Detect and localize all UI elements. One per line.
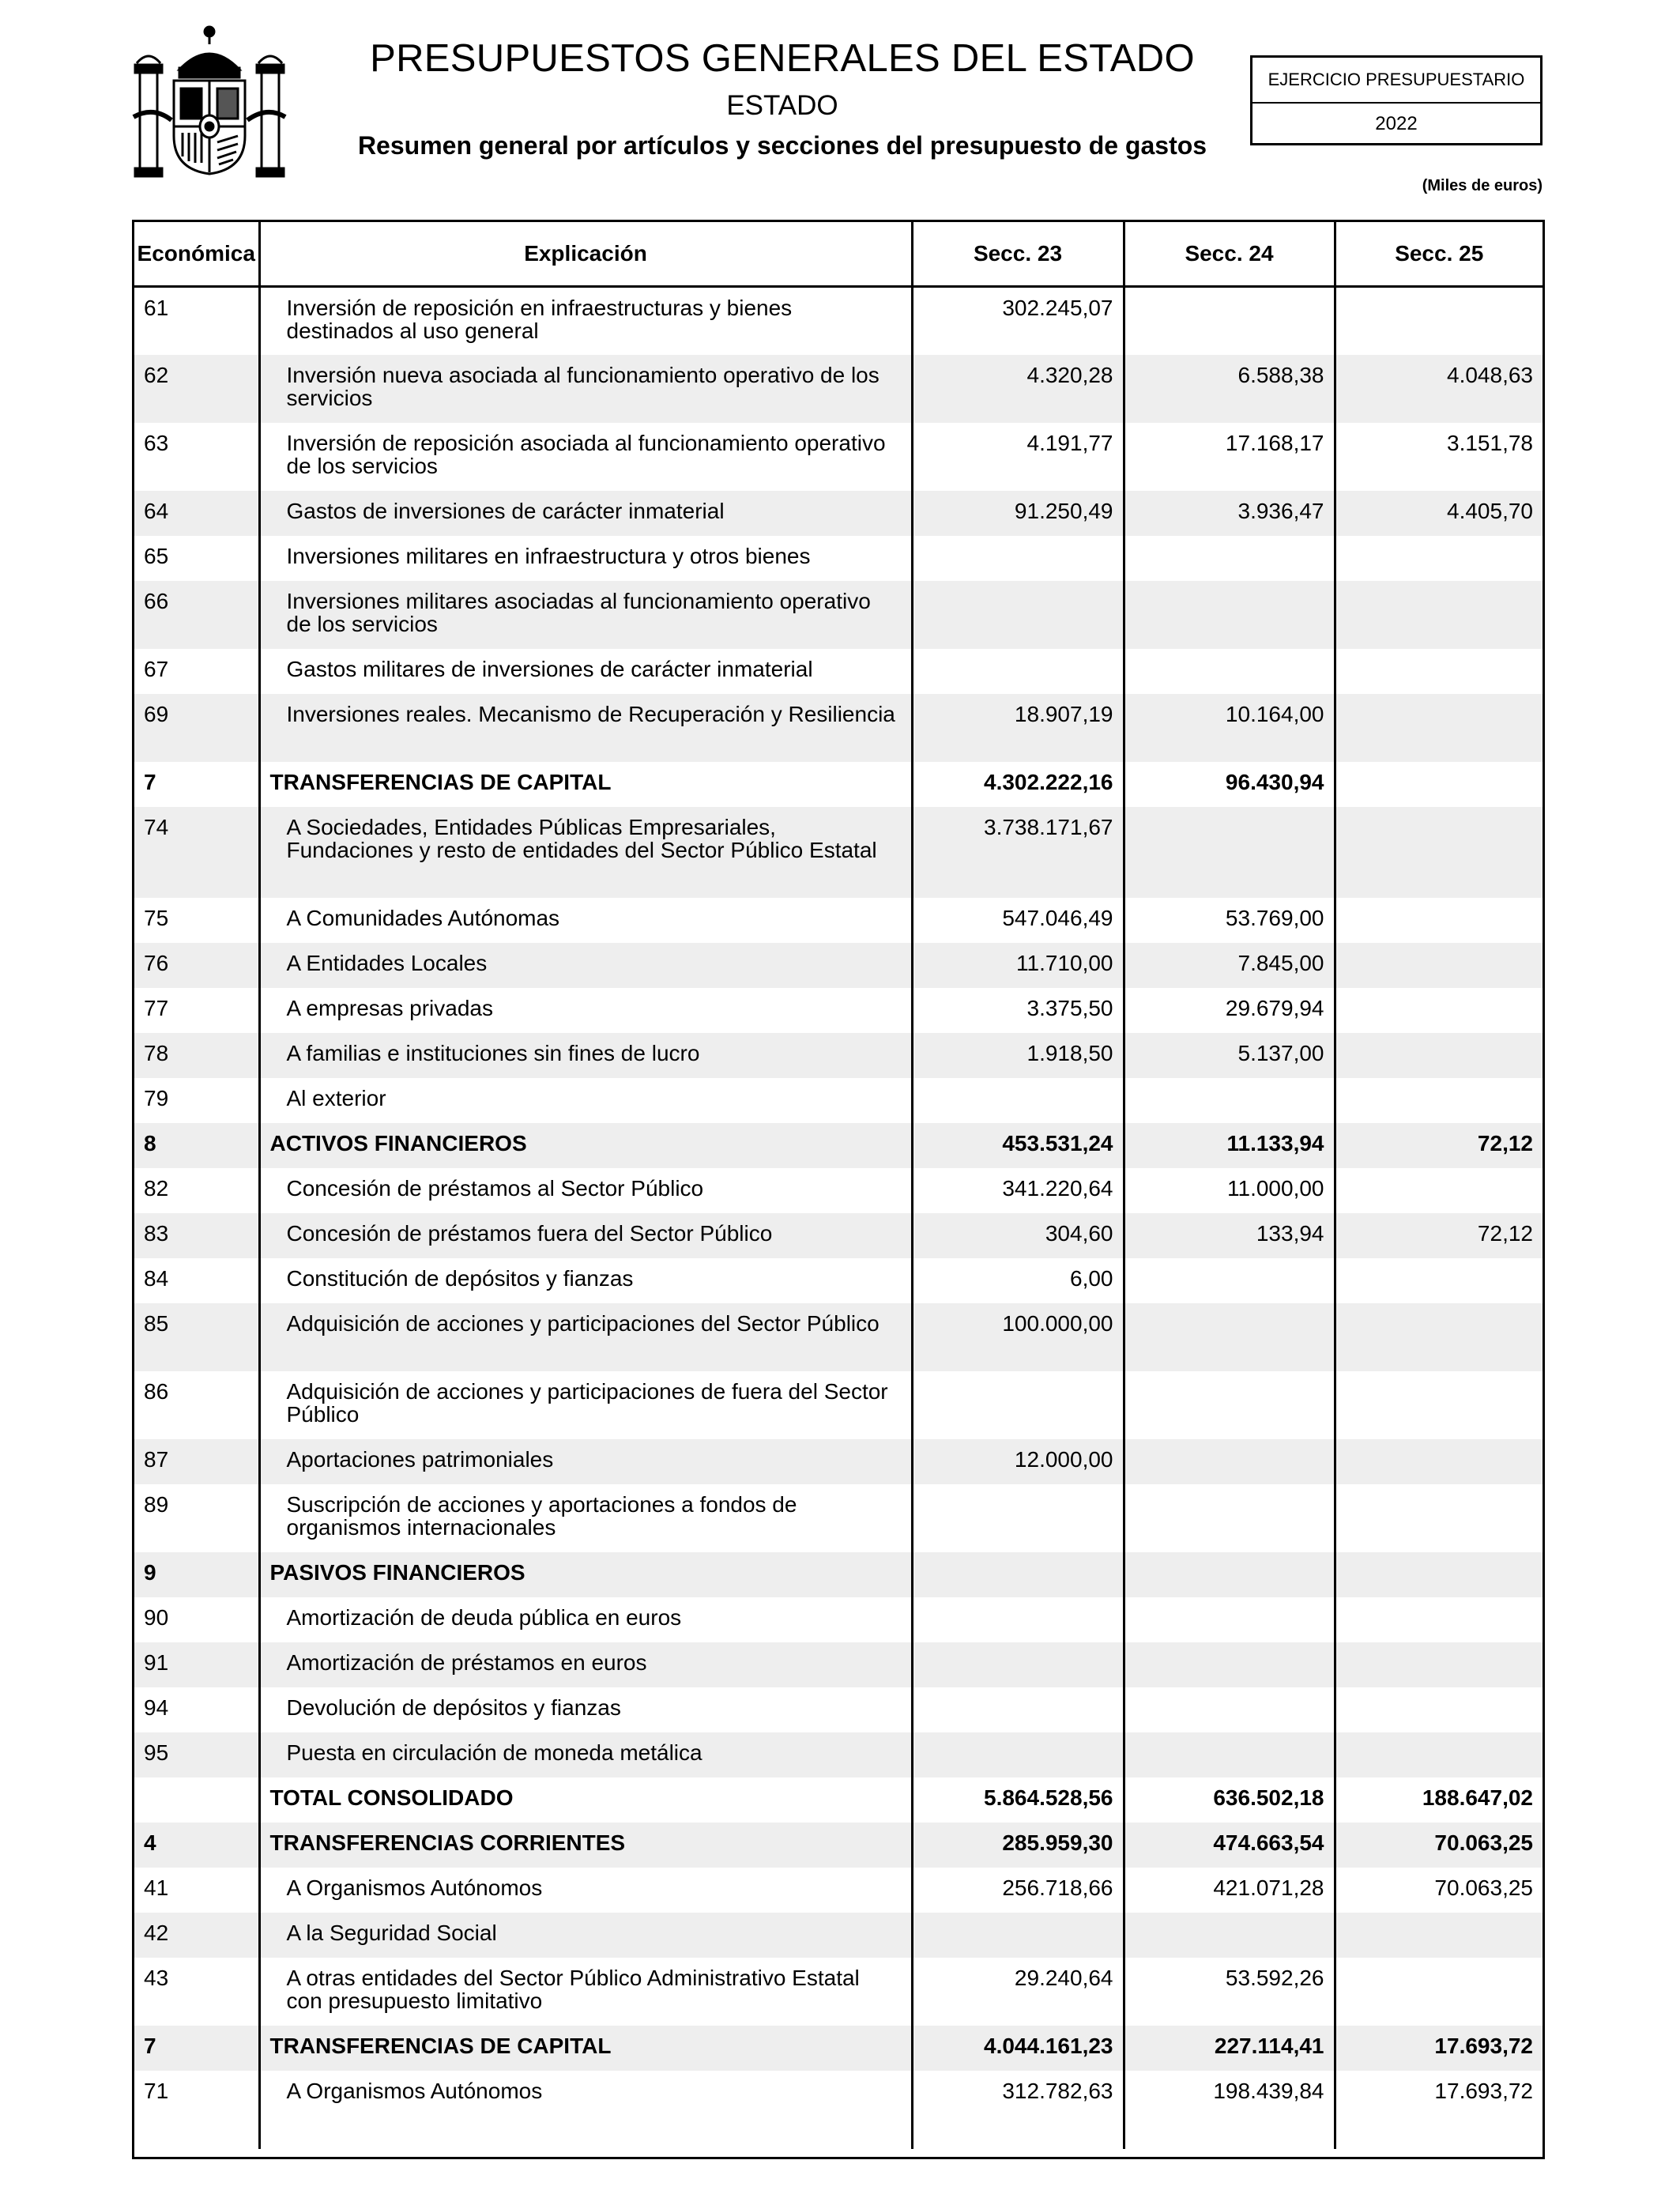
- table-row: [134, 1958, 1543, 2026]
- cell-economica: 79: [144, 1085, 169, 1110]
- cell-secc-24: [1124, 649, 1335, 694]
- cell-economica: 8: [134, 1123, 259, 1168]
- table-row: [134, 1168, 1543, 1213]
- cell-secc-23: 18.907,19: [912, 694, 1124, 762]
- fiscal-year-label: EJERCICIO PRESUPUESTARIO: [1252, 58, 1540, 104]
- cell-secc-24: 7.845,00: [1124, 943, 1335, 988]
- cell-economica: 91: [134, 1642, 259, 1687]
- cell-explicacion: Inversiones militares asociadas al funcionamiento operativo de los servicios: [259, 581, 912, 649]
- cell-secc-23: 3.738.171,67: [912, 807, 1124, 898]
- cell-secc-23: 29.240,64: [912, 1958, 1124, 2026]
- cell-secc-23: 4.191,77: [912, 423, 1124, 491]
- cell-secc-25: [1335, 1033, 1543, 1078]
- cell-secc-24: [1124, 1552, 1335, 1597]
- cell-explicacion: Concesión de préstamos fuera del Sector Público: [259, 1213, 912, 1258]
- cell-secc-23: 285.959,30: [912, 1823, 1124, 1868]
- cell-secc-25: 4.405,70: [1335, 491, 1543, 536]
- cell-explicacion: Amortización de deuda pública en euros: [259, 1597, 912, 1642]
- table-row: [134, 491, 1543, 536]
- cell-explicacion: TOTAL CONSOLIDADO: [259, 1777, 912, 1823]
- cell-economica: [134, 1777, 259, 1823]
- col-header-secc-23: Secc. 23: [912, 222, 1124, 287]
- cell-secc-23: 304,60: [912, 1213, 1124, 1258]
- cell-economica: 4: [134, 1823, 259, 1868]
- cell-economica: 67: [144, 656, 169, 681]
- table-row: [134, 1868, 1543, 1913]
- cell-secc-25: 17.693,72: [1335, 2026, 1543, 2071]
- cell-secc-23: 91.250,49: [912, 491, 1124, 536]
- cell-economica: 41: [144, 1875, 169, 1900]
- cell-secc-24: [1124, 1303, 1335, 1371]
- cell-explicacion: A otras entidades del Sector Público Administrativo Estatal con presupuesto limitativo: [259, 1958, 912, 2026]
- cell-secc-23: 341.220,64: [912, 1168, 1124, 1213]
- filler-cell: [134, 2116, 259, 2149]
- cell-secc-25: [1335, 1258, 1543, 1303]
- cell-economica: 84: [144, 1265, 169, 1291]
- cell-explicacion: Puesta en circulación de moneda metálica: [259, 1732, 912, 1777]
- table-row: [134, 1123, 1543, 1168]
- cell-economica: 7: [144, 769, 156, 794]
- cell-secc-25: [1335, 1597, 1543, 1642]
- cell-secc-24: 227.114,41: [1124, 2026, 1335, 2071]
- col-header-secc-25: Secc. 25: [1335, 222, 1543, 287]
- table-header-row: [134, 222, 1543, 287]
- table-row: [134, 988, 1543, 1033]
- cell-explicacion: Inversión de reposición en infraestructuras y bienes destinados al uso general: [259, 287, 912, 355]
- table-row: [134, 943, 1543, 988]
- cell-secc-25: [1335, 898, 1543, 943]
- cell-secc-23: [912, 1642, 1124, 1687]
- cell-secc-25: [1335, 1732, 1543, 1777]
- cell-economica: 89: [144, 1491, 169, 1517]
- cell-secc-23: 5.864.528,56: [912, 1777, 1124, 1823]
- cell-explicacion: Constitución de depósitos y fianzas: [259, 1258, 912, 1303]
- cell-secc-25: 70.063,25: [1335, 1823, 1543, 1868]
- table-row: [134, 355, 1543, 423]
- cell-secc-24: [1124, 1732, 1335, 1777]
- cell-economica: 64: [134, 491, 259, 536]
- cell-explicacion: Amortización de préstamos en euros: [259, 1642, 912, 1687]
- cell-secc-23: [912, 1913, 1124, 1958]
- table-row: [134, 1258, 1543, 1303]
- cell-secc-25: [1335, 1552, 1543, 1597]
- cell-secc-25: [1335, 807, 1543, 898]
- cell-explicacion: A Organismos Autónomos: [259, 1868, 912, 1913]
- cell-secc-24: 53.592,26: [1124, 1958, 1335, 2026]
- page-title: PRESUPUESTOS GENERALES DEL ESTADO: [370, 37, 1195, 80]
- cell-secc-24: [1124, 1687, 1335, 1732]
- cell-secc-24: 17.168,17: [1124, 423, 1335, 491]
- table-row: [134, 1687, 1543, 1732]
- cell-secc-23: [912, 1078, 1124, 1123]
- cell-secc-24: [1124, 287, 1335, 355]
- cell-secc-24: [1124, 1371, 1335, 1439]
- cell-explicacion: Inversiones militares en infraestructura y otros bienes: [259, 536, 912, 581]
- cell-secc-24: 3.936,47: [1124, 491, 1335, 536]
- cell-secc-24: 96.430,94: [1124, 762, 1335, 807]
- table-row: [134, 649, 1543, 694]
- table-row: [134, 423, 1543, 491]
- cell-secc-24: 11.000,00: [1124, 1168, 1335, 1213]
- page-description: Resumen general por artículos y secciones del presupuesto de gastos: [357, 131, 1207, 160]
- cell-explicacion: A familias e instituciones sin fines de lucro: [259, 1033, 912, 1078]
- cell-explicacion: Aportaciones patrimoniales: [259, 1439, 912, 1484]
- cell-secc-24: 636.502,18: [1124, 1777, 1335, 1823]
- cell-economica: 7: [134, 2026, 259, 2071]
- cell-secc-25: [1335, 1913, 1543, 1958]
- cell-secc-25: [1335, 1371, 1543, 1439]
- cell-secc-24: [1124, 1258, 1335, 1303]
- cell-explicacion: ACTIVOS FINANCIEROS: [259, 1123, 912, 1168]
- table-row: [134, 536, 1543, 581]
- page-subtitle: ESTADO: [726, 90, 838, 121]
- cell-secc-23: 547.046,49: [912, 898, 1124, 943]
- cell-secc-25: 72,12: [1335, 1123, 1543, 1168]
- cell-secc-24: [1124, 1913, 1335, 1958]
- cell-secc-23: [912, 536, 1124, 581]
- cell-secc-23: 100.000,00: [912, 1303, 1124, 1371]
- cell-economica: 43: [144, 1965, 169, 1990]
- cell-secc-23: 256.718,66: [912, 1868, 1124, 1913]
- cell-economica: 83: [134, 1213, 259, 1258]
- cell-explicacion: Adquisición de acciones y participaciones de fuera del Sector Público: [259, 1371, 912, 1439]
- table-row: [134, 1913, 1543, 1958]
- cell-explicacion: TRANSFERENCIAS CORRIENTES: [259, 1823, 912, 1868]
- cell-secc-23: 312.782,63: [912, 2071, 1124, 2116]
- table-row: [134, 1213, 1543, 1258]
- cell-secc-24: 53.769,00: [1124, 898, 1335, 943]
- cell-secc-23: 6,00: [912, 1258, 1124, 1303]
- table-filler-row: [134, 2116, 1543, 2149]
- cell-secc-23: [912, 1484, 1124, 1552]
- table-row: [134, 1823, 1543, 1868]
- cell-secc-24: [1124, 1439, 1335, 1484]
- table-body: [134, 287, 1543, 2149]
- cell-explicacion: Adquisición de acciones y participaciones del Sector Público: [259, 1303, 912, 1371]
- cell-explicacion: PASIVOS FINANCIEROS: [259, 1552, 912, 1597]
- cell-economica: 74: [134, 807, 259, 898]
- cell-secc-23: 12.000,00: [912, 1439, 1124, 1484]
- cell-secc-24: 198.439,84: [1124, 2071, 1335, 2116]
- cell-economica: 77: [144, 995, 169, 1020]
- cell-explicacion: A Sociedades, Entidades Públicas Empresariales, Fundaciones y resto de entidades del Sector Público Estatal: [259, 807, 912, 898]
- table-row: [134, 1371, 1543, 1439]
- cell-secc-24: [1124, 1597, 1335, 1642]
- units-note: (Miles de euros): [1422, 177, 1543, 194]
- cell-secc-23: [912, 581, 1124, 649]
- cell-economica: 66: [134, 581, 259, 649]
- cell-secc-25: [1335, 943, 1543, 988]
- cell-explicacion: Inversiones reales. Mecanismo de Recuperación y Resiliencia: [259, 694, 912, 762]
- cell-economica: 69: [134, 694, 259, 762]
- cell-secc-24: 10.164,00: [1124, 694, 1335, 762]
- cell-secc-23: 4.044.161,23: [912, 2026, 1124, 2071]
- cell-secc-23: 1.918,50: [912, 1033, 1124, 1078]
- budget-table: [132, 220, 1545, 2159]
- cell-secc-25: [1335, 1303, 1543, 1371]
- cell-secc-25: [1335, 694, 1543, 762]
- cell-explicacion: A Organismos Autónomos: [259, 2071, 912, 2116]
- filler-cell: [1335, 2116, 1543, 2149]
- cell-economica: 62: [134, 355, 259, 423]
- cell-secc-24: [1124, 807, 1335, 898]
- cell-secc-25: [1335, 762, 1543, 807]
- cell-explicacion: Al exterior: [259, 1078, 912, 1123]
- cell-economica: 82: [144, 1175, 169, 1201]
- table-row: [134, 2026, 1543, 2071]
- cell-secc-23: 4.302.222,16: [912, 762, 1124, 807]
- table-row: [134, 1439, 1543, 1484]
- table-row: [134, 1552, 1543, 1597]
- cell-secc-24: [1124, 536, 1335, 581]
- cell-explicacion: Gastos de inversiones de carácter inmaterial: [259, 491, 912, 536]
- cell-secc-25: [1335, 1642, 1543, 1687]
- cell-secc-24: [1124, 1484, 1335, 1552]
- cell-explicacion: A la Seguridad Social: [259, 1913, 912, 1958]
- cell-explicacion: A empresas privadas: [259, 988, 912, 1033]
- cell-secc-25: 70.063,25: [1335, 1868, 1543, 1913]
- cell-explicacion: A Entidades Locales: [259, 943, 912, 988]
- cell-explicacion: Inversión de reposición asociada al funcionamiento operativo de los servicios: [259, 423, 912, 491]
- cell-secc-23: 4.320,28: [912, 355, 1124, 423]
- table-row: [134, 1078, 1543, 1123]
- cell-secc-25: [1335, 988, 1543, 1033]
- cell-secc-25: [1335, 649, 1543, 694]
- cell-secc-25: 3.151,78: [1335, 423, 1543, 491]
- cell-secc-25: [1335, 287, 1543, 355]
- cell-secc-23: [912, 1552, 1124, 1597]
- cell-economica: 95: [134, 1732, 259, 1777]
- cell-explicacion: TRANSFERENCIAS DE CAPITAL: [259, 762, 912, 807]
- cell-explicacion: TRANSFERENCIAS DE CAPITAL: [259, 2026, 912, 2071]
- cell-economica: 63: [144, 430, 169, 455]
- cell-secc-24: [1124, 581, 1335, 649]
- cell-secc-24: 5.137,00: [1124, 1033, 1335, 1078]
- cell-economica: 65: [144, 543, 169, 568]
- cell-economica: 75: [144, 905, 169, 930]
- cell-secc-25: [1335, 1168, 1543, 1213]
- cell-secc-23: 11.710,00: [912, 943, 1124, 988]
- cell-secc-25: [1335, 1687, 1543, 1732]
- cell-economica: 87: [134, 1439, 259, 1484]
- cell-economica: 90: [144, 1604, 169, 1630]
- col-header-explicacion: Explicación: [259, 222, 912, 287]
- table-row: [134, 1732, 1543, 1777]
- cell-secc-24: [1124, 1642, 1335, 1687]
- cell-secc-25: [1335, 536, 1543, 581]
- table-row: [134, 1303, 1543, 1371]
- fiscal-year-value: 2022: [1375, 113, 1418, 134]
- coat-of-arms-logo: [130, 24, 288, 182]
- cell-secc-24: 11.133,94: [1124, 1123, 1335, 1168]
- cell-secc-25: [1335, 1439, 1543, 1484]
- cell-secc-25: [1335, 1078, 1543, 1123]
- cell-secc-23: [912, 649, 1124, 694]
- filler-cell: [259, 2116, 912, 2149]
- cell-economica: 9: [134, 1552, 259, 1597]
- table-row: [134, 807, 1543, 898]
- cell-explicacion: Inversión nueva asociada al funcionamiento operativo de los servicios: [259, 355, 912, 423]
- cell-secc-23: 453.531,24: [912, 1123, 1124, 1168]
- cell-secc-25: [1335, 1958, 1543, 2026]
- cell-secc-23: [912, 1597, 1124, 1642]
- table-row: [134, 1777, 1543, 1823]
- cell-economica: 94: [144, 1695, 169, 1720]
- cell-secc-25: [1335, 581, 1543, 649]
- cell-economica: 78: [134, 1033, 259, 1078]
- table-row: [134, 1642, 1543, 1687]
- cell-economica: 42: [134, 1913, 259, 1958]
- cell-secc-25: 17.693,72: [1335, 2071, 1543, 2116]
- cell-economica: 76: [134, 943, 259, 988]
- table-row: [134, 694, 1543, 762]
- cell-secc-24: 421.071,28: [1124, 1868, 1335, 1913]
- cell-secc-23: 302.245,07: [912, 287, 1124, 355]
- cell-secc-24: 133,94: [1124, 1213, 1335, 1258]
- table-row: [134, 287, 1543, 355]
- cell-economica: 85: [134, 1303, 259, 1371]
- cell-explicacion: Concesión de préstamos al Sector Público: [259, 1168, 912, 1213]
- cell-secc-25: 72,12: [1335, 1213, 1543, 1258]
- table-row: [134, 898, 1543, 943]
- col-header-secc-24: Secc. 24: [1124, 222, 1335, 287]
- col-header-economica: Económica: [134, 222, 259, 287]
- cell-explicacion: Suscripción de acciones y aportaciones a fondos de organismos internacionales: [259, 1484, 912, 1552]
- cell-economica: 86: [144, 1378, 169, 1404]
- cell-secc-24: [1124, 1078, 1335, 1123]
- cell-secc-25: 188.647,02: [1335, 1777, 1543, 1823]
- table-row: [134, 1033, 1543, 1078]
- cell-secc-24: 6.588,38: [1124, 355, 1335, 423]
- table-row: [134, 581, 1543, 649]
- cell-secc-24: 474.663,54: [1124, 1823, 1335, 1868]
- cell-explicacion: A Comunidades Autónomas: [259, 898, 912, 943]
- table-row: [134, 1597, 1543, 1642]
- cell-economica: 61: [144, 296, 169, 320]
- cell-explicacion: Gastos militares de inversiones de carácter inmaterial: [259, 649, 912, 694]
- filler-cell: [912, 2116, 1124, 2149]
- cell-secc-24: 29.679,94: [1124, 988, 1335, 1033]
- cell-economica: 71: [144, 2078, 169, 2103]
- cell-secc-25: [1335, 1484, 1543, 1552]
- cell-secc-23: [912, 1687, 1124, 1732]
- table-row: [134, 1484, 1543, 1552]
- fiscal-year-box: [1250, 55, 1543, 145]
- cell-secc-25: 4.048,63: [1335, 355, 1543, 423]
- table-row: [134, 762, 1543, 807]
- cell-secc-23: 3.375,50: [912, 988, 1124, 1033]
- cell-secc-23: [912, 1732, 1124, 1777]
- filler-cell: [1124, 2116, 1335, 2149]
- table-row: [134, 2071, 1543, 2116]
- cell-secc-23: [912, 1371, 1124, 1439]
- cell-explicacion: Devolución de depósitos y fianzas: [259, 1687, 912, 1732]
